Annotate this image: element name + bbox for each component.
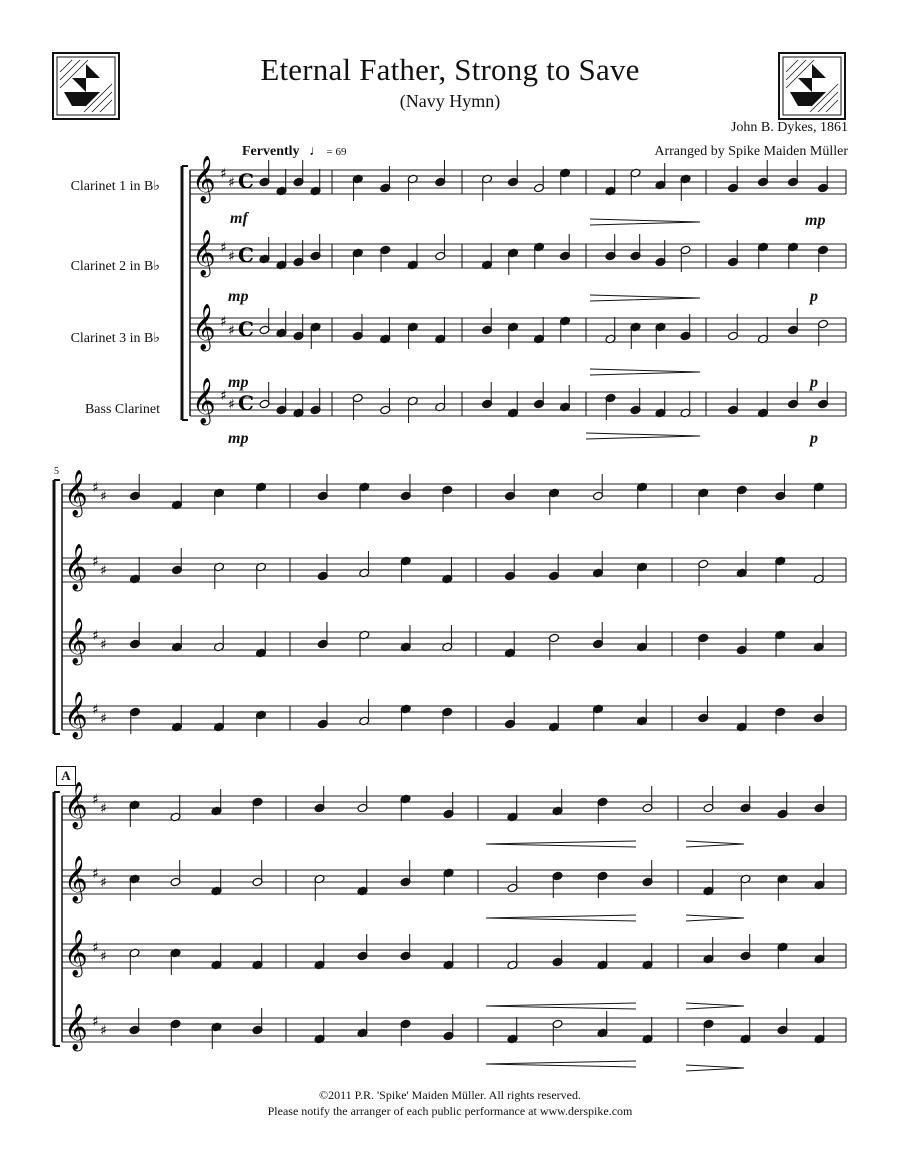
hairpin-diminuendo: [586, 433, 700, 439]
tempo-value: = 69: [326, 146, 347, 158]
treble-clef-icon: 𝄞: [64, 544, 88, 590]
sharp-icon: ♯: [220, 314, 227, 330]
hairpin-diminuendo: [590, 295, 700, 301]
instrument-name-clarinet-2: Clarinet 2 in B♭: [70, 259, 160, 274]
sharp-icon: ♯: [220, 388, 227, 404]
composer-credit: John B. Dykes, 1861: [730, 120, 848, 135]
sharp-icon: ♯: [92, 792, 99, 808]
sharp-icon: ♯: [228, 397, 235, 413]
sharp-icon: ♯: [100, 563, 107, 579]
hairpin-diminuendo: [686, 841, 744, 847]
tempo-text: Fervently: [242, 144, 300, 159]
instrument-name-clarinet-1: Clarinet 1 in B♭: [70, 179, 160, 194]
sharp-icon: ♯: [100, 489, 107, 505]
sharp-icon: ♯: [100, 711, 107, 727]
common-time-icon: C: [238, 169, 254, 193]
dynamic-marking: mp: [228, 430, 249, 447]
hairpin-diminuendo: [686, 1003, 744, 1009]
hairpin-diminuendo: [590, 219, 700, 225]
sharp-icon: ♯: [92, 940, 99, 956]
sharp-icon: ♯: [92, 702, 99, 718]
treble-clef-icon: 𝄞: [64, 470, 88, 516]
common-time-icon: C: [238, 317, 254, 341]
sharp-icon: ♯: [228, 249, 235, 265]
hairpin-crescendo: [486, 915, 636, 921]
sharp-icon: ♯: [220, 166, 227, 182]
sharp-icon: ♯: [100, 1023, 107, 1039]
sharp-icon: ♯: [100, 949, 107, 965]
common-time-icon: C: [238, 391, 254, 415]
dynamic-marking: mp: [805, 212, 826, 229]
treble-clef-icon: 𝄞: [64, 692, 88, 738]
instrument-name-clarinet-3: Clarinet 3 in B♭: [70, 331, 160, 346]
treble-clef-icon: 𝄞: [64, 1004, 88, 1050]
common-time-icon: C: [238, 243, 254, 267]
copyright-line: ©2011 P.R. 'Spike' Maiden Müller. All rights reserved.: [319, 1088, 581, 1102]
sharp-icon: ♯: [92, 628, 99, 644]
sharp-icon: ♯: [100, 875, 107, 891]
dynamic-marking: p: [810, 430, 818, 447]
dynamic-marking: p: [810, 374, 818, 391]
treble-clef-icon: 𝄞: [64, 856, 88, 902]
instrument-name-bass-clarinet: Bass Clarinet: [84, 402, 160, 417]
page-title: Eternal Father, Strong to Save: [260, 52, 640, 87]
treble-clef-icon: 𝄞: [192, 156, 216, 202]
hairpin-crescendo: [486, 841, 636, 847]
sharp-icon: ♯: [92, 480, 99, 496]
hairpin-diminuendo: [590, 369, 700, 375]
treble-clef-icon: 𝄞: [64, 782, 88, 828]
quarter-note-icon: ♩: [309, 144, 324, 159]
treble-clef-icon: 𝄞: [64, 618, 88, 664]
dynamic-marking: mf: [230, 210, 248, 227]
sharp-icon: ♯: [92, 1014, 99, 1030]
dynamic-marking: p: [810, 288, 818, 305]
hairpin-crescendo: [486, 1061, 636, 1067]
dynamic-marking: mp: [228, 374, 249, 391]
treble-clef-icon: 𝄞: [192, 230, 216, 276]
sharp-icon: ♯: [100, 637, 107, 653]
hairpin-diminuendo: [686, 915, 744, 921]
measure-number: 5: [54, 466, 59, 477]
hairpin-diminuendo: [686, 1065, 744, 1071]
treble-clef-icon: 𝄞: [64, 930, 88, 976]
performance-notice: Please notify the arranger of each public performance at www.derspike.com: [267, 1104, 633, 1118]
sharp-icon: ♯: [228, 323, 235, 339]
sharp-icon: ♯: [100, 801, 107, 817]
page-subtitle: (Navy Hymn): [399, 91, 501, 111]
sharp-icon: ♯: [220, 240, 227, 256]
sharp-icon: ♯: [92, 866, 99, 882]
dynamic-marking: mp: [228, 288, 249, 305]
sharp-icon: ♯: [92, 554, 99, 570]
hairpin-crescendo: [486, 1003, 636, 1009]
rehearsal-mark-label: A: [61, 768, 71, 783]
sharp-icon: ♯: [228, 175, 235, 191]
treble-clef-icon: 𝄞: [192, 378, 216, 424]
arranger-credit: Arranged by Spike Maiden Müller: [654, 144, 848, 159]
treble-clef-icon: 𝄞: [192, 304, 216, 350]
